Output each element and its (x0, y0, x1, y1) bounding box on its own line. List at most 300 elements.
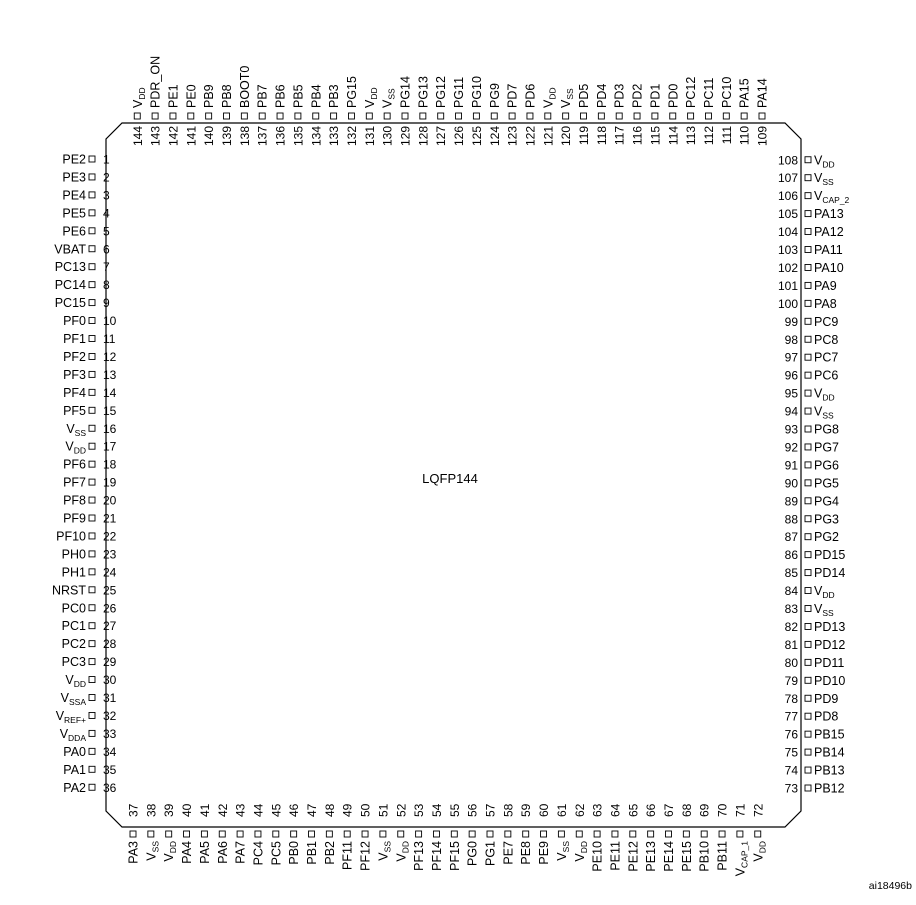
pin-120 (559, 88, 575, 146)
pin-100 (778, 297, 837, 311)
pin-pad (166, 831, 172, 837)
pin-number: 13 (103, 367, 117, 382)
pin-108 (778, 153, 835, 169)
pin-number: 63 (590, 803, 605, 817)
pin-number: 122 (523, 126, 538, 147)
pin-label: PE11 (608, 841, 623, 871)
pin-label: PA9 (814, 278, 837, 293)
pin-label: PA6 (215, 841, 230, 864)
pin-42 (216, 803, 230, 863)
pin-number: 139 (220, 126, 234, 147)
pin-pad (670, 113, 676, 119)
pin-pad (89, 712, 95, 718)
pin-99 (785, 315, 839, 329)
pin-label: $V_{DD}$ (814, 153, 835, 170)
pin-number: 103 (777, 243, 798, 257)
pin-pad (89, 730, 95, 736)
pin-pad (805, 552, 811, 558)
pin-label: $V_{DD}$ (541, 87, 558, 108)
pin-number: 8 (103, 278, 110, 293)
pin-number: 18 (103, 457, 117, 472)
pin-number: 125 (469, 126, 484, 147)
pin-80 (785, 656, 845, 670)
pin-number: 73 (784, 781, 798, 796)
pin-label: $V_{DD}$ (65, 439, 86, 456)
pin-pad (612, 831, 618, 837)
pin-label: PC13 (54, 260, 86, 275)
pin-pad (545, 113, 551, 119)
pin-pad (384, 113, 390, 119)
pin-43 (234, 803, 248, 863)
pin-label: PG4 (814, 494, 840, 509)
pin-pad (134, 113, 140, 119)
pin-label: PE1 (166, 84, 181, 108)
pin-label: PA12 (814, 225, 844, 240)
pin-6 (54, 242, 110, 256)
pin-label: PF8 (63, 493, 86, 508)
pin-35 (63, 763, 116, 777)
pin-36 (63, 781, 116, 795)
pin-pad (630, 831, 636, 837)
pin-number: 28 (103, 637, 117, 652)
pin-39 (162, 803, 178, 861)
pin-41 (198, 803, 212, 863)
pin-label: PF14 (429, 841, 444, 871)
pin-pad (291, 831, 297, 837)
pin-number: 62 (572, 803, 587, 817)
pin-number: 36 (103, 780, 117, 795)
pin-number: 52 (394, 803, 409, 817)
pin-pad (594, 831, 600, 837)
pin-16 (66, 422, 116, 438)
pin-59 (519, 803, 533, 864)
pin-label: $V_{DD}$ (572, 841, 589, 862)
pin-number: 86 (784, 548, 798, 563)
pin-139 (220, 84, 234, 146)
pin-number: 110 (737, 126, 752, 146)
pin-pad (723, 113, 729, 119)
pin-label: PC2 (61, 637, 86, 652)
pin-number: 127 (434, 126, 449, 147)
pin-119 (577, 84, 591, 146)
pin-number: 126 (452, 126, 467, 147)
pin-label: PC6 (814, 368, 839, 383)
pin-pad (805, 318, 811, 324)
pin-number: 79 (784, 673, 798, 688)
pin-number: 45 (269, 803, 284, 817)
pin-pad (277, 113, 283, 119)
pin-7 (55, 260, 110, 274)
pin-116 (631, 84, 645, 146)
pin-label: PC1 (61, 619, 86, 634)
pin-number: 143 (148, 126, 163, 147)
pin-label: PA7 (233, 841, 248, 864)
pin-label: PC12 (684, 76, 699, 108)
pin-label: PA11 (814, 243, 843, 257)
pin-63 (591, 803, 605, 871)
pin-label: PG11 (452, 76, 467, 108)
pin-label: PF2 (63, 349, 86, 364)
pin-number: 117 (612, 126, 627, 146)
pin-pad (89, 264, 95, 270)
pin-label: PB14 (814, 745, 845, 760)
pin-label: PC5 (269, 841, 284, 866)
pin-5 (62, 224, 110, 238)
pin-label: PD3 (612, 83, 627, 108)
pin-109 (756, 78, 770, 146)
pin-number: 97 (784, 350, 798, 365)
pin-label: PB1 (305, 841, 319, 865)
pin-pad (737, 831, 743, 837)
pin-label: PE7 (501, 841, 516, 865)
pin-75 (785, 746, 845, 760)
pin-label: PE3 (62, 170, 86, 185)
pin-label: PE14 (662, 841, 676, 872)
pin-pad (148, 831, 154, 837)
pin-number: 43 (233, 803, 248, 817)
pin-label: $V_{CAP\_2}$ (814, 189, 850, 206)
pin-17 (65, 440, 116, 456)
pin-label: PA8 (814, 296, 837, 311)
pin-pad (206, 113, 212, 119)
pin-label: PF12 (358, 841, 373, 871)
pin-label: PA13 (814, 207, 844, 222)
pin-number: 102 (777, 260, 798, 275)
pin-number: 88 (784, 512, 798, 527)
pin-pad (89, 443, 95, 449)
pin-number: 32 (103, 708, 117, 723)
pin-15 (63, 404, 117, 418)
pin-pad (805, 426, 811, 432)
pin-pad (89, 479, 95, 485)
pin-pad (89, 228, 95, 234)
pin-label: NRST (51, 583, 86, 598)
pin-21 (63, 512, 117, 526)
pin-47 (305, 803, 319, 864)
pin-label: PC15 (54, 296, 86, 311)
pin-pad (805, 749, 811, 755)
pin-pad (89, 533, 95, 539)
pin-93 (785, 423, 839, 437)
pin-pad (683, 831, 689, 837)
pin-number: 15 (103, 403, 117, 418)
pin-pad (89, 659, 95, 665)
pin-number: 121 (541, 126, 556, 147)
pin-pad (309, 831, 315, 837)
pin-label: PE0 (184, 84, 199, 108)
pin-pad (380, 831, 386, 837)
pin-77 (785, 710, 839, 724)
pin-18 (63, 458, 117, 472)
pin-number: 74 (784, 763, 798, 778)
pin-number: 72 (751, 803, 766, 817)
pin-number: 44 (251, 803, 266, 817)
pin-pad (755, 831, 761, 837)
pin-pad (805, 623, 811, 629)
pin-pad (701, 831, 707, 837)
pin-pad (666, 831, 672, 837)
pin-pad (188, 113, 194, 119)
pin-label: PF1 (63, 332, 86, 346)
pin-number: 69 (697, 803, 712, 817)
pin-label: PA15 (737, 78, 752, 108)
pin-pad (805, 408, 811, 414)
pin-pad (451, 831, 457, 837)
pin-pad (295, 113, 301, 119)
pin-pad (89, 497, 95, 503)
pin-pad (170, 113, 176, 119)
pin-label: PF0 (63, 314, 86, 329)
pin-label: PG6 (814, 458, 840, 473)
pin-number: 107 (777, 171, 798, 186)
pin-label: PF4 (63, 385, 86, 400)
pin-number: 99 (784, 314, 798, 329)
pin-pad (473, 113, 479, 119)
pin-number: 34 (103, 744, 117, 759)
pin-pad (805, 695, 811, 701)
pin-number: 123 (505, 126, 520, 147)
pin-141 (184, 84, 198, 146)
pin-137 (256, 84, 270, 146)
pin-pad (805, 175, 811, 181)
pin-label: PD9 (814, 691, 839, 706)
pin-label: PG9 (487, 82, 502, 108)
pin-number: 101 (777, 278, 798, 293)
pin-number: 61 (554, 803, 569, 817)
pin-pad (634, 113, 640, 119)
pin-number: 41 (197, 803, 212, 817)
pin-label: PB9 (202, 84, 217, 108)
pin-44 (251, 803, 265, 865)
pin-94 (785, 405, 834, 421)
pin-61 (555, 803, 571, 860)
pin-number: 21 (103, 511, 117, 526)
pin-pad (805, 785, 811, 791)
pin-label: PE9 (537, 841, 552, 865)
pin-pad (805, 713, 811, 719)
pin-pad (89, 389, 95, 395)
pin-48 (323, 803, 337, 864)
pin-78 (785, 692, 839, 706)
pin-number: 135 (291, 126, 306, 147)
pin-111 (720, 77, 734, 145)
pin-pad (805, 659, 811, 665)
pin-number: 89 (784, 494, 798, 509)
pin-pad (438, 113, 444, 119)
pin-pad (456, 113, 462, 119)
pin-pad (89, 677, 95, 683)
pin-127 (434, 76, 448, 146)
pin-label: PE15 (679, 841, 694, 872)
pin-number: 100 (777, 296, 798, 311)
pin-31 (61, 691, 117, 707)
pin-number: 16 (103, 421, 117, 436)
pin-pad (805, 247, 811, 253)
pin-number: 29 (103, 655, 117, 670)
pin-126 (452, 77, 466, 146)
pin-label: PF5 (63, 403, 86, 418)
pin-pad (648, 831, 654, 837)
pin-114 (666, 84, 680, 146)
pin-136 (274, 84, 288, 146)
pin-76 (785, 728, 845, 742)
pin-label: PC7 (814, 350, 839, 365)
pin-pad (433, 831, 439, 837)
pin-label: PF15 (447, 841, 462, 871)
pin-82 (785, 620, 846, 634)
pin-69 (698, 803, 712, 871)
pin-label: PD7 (505, 83, 520, 108)
pin-number: 2 (103, 170, 110, 185)
pin-pad (420, 113, 426, 119)
pin-label: $V_{DD}$ (162, 841, 179, 862)
pin-number: 116 (630, 126, 645, 146)
pin-number: 93 (784, 422, 798, 437)
pin-number: 115 (648, 126, 663, 146)
pin-pad (224, 113, 230, 119)
pin-124 (488, 83, 502, 146)
pin-label: PB3 (327, 84, 342, 108)
pin-20 (63, 494, 117, 508)
pin-86 (785, 548, 846, 562)
pin-pad (313, 113, 319, 119)
pin-number: 118 (594, 126, 609, 146)
pin-pad (89, 587, 95, 593)
pin-number: 106 (777, 189, 798, 204)
pin-pad (688, 113, 694, 119)
pin-27 (62, 619, 117, 633)
pin-number: 70 (715, 803, 730, 817)
pin-81 (785, 638, 846, 652)
pin-number: 95 (784, 386, 798, 401)
pin-70 (716, 803, 730, 870)
pin-72 (751, 803, 767, 861)
pin-pad (89, 551, 95, 557)
pin-label: PD15 (814, 548, 846, 563)
pin-label: $V_{SS}$ (554, 841, 571, 861)
pin-52 (394, 803, 410, 861)
pin-label: PD11 (814, 655, 845, 670)
pin-pad (89, 210, 95, 216)
pin-label: PB10 (697, 841, 712, 872)
pin-number: 98 (784, 332, 798, 347)
pin-number: 94 (784, 404, 798, 419)
package-label: LQFP144 (422, 471, 478, 486)
pin-label: PB12 (814, 781, 845, 796)
pin-pad (89, 246, 95, 252)
pin-pad (201, 831, 207, 837)
pin-85 (785, 566, 846, 580)
pin-number: 23 (103, 547, 117, 562)
pin-83 (785, 602, 834, 618)
pin-38 (144, 803, 160, 860)
pin-number: 10 (103, 314, 117, 329)
pin-number: 40 (180, 803, 195, 817)
pin-pad (366, 113, 372, 119)
pin-number: 104 (777, 225, 798, 240)
pin-label: PG8 (814, 422, 840, 437)
pin-number: 3 (103, 188, 110, 203)
pin-label: PB11 (715, 841, 730, 871)
pin-label: PE13 (644, 841, 659, 872)
pin-40 (180, 803, 194, 863)
pin-89 (785, 494, 839, 508)
pin-label: PE2 (62, 152, 86, 167)
pin-65 (626, 803, 640, 871)
pin-56 (466, 803, 480, 866)
pin-107 (778, 171, 834, 187)
pin-label: PG12 (434, 76, 449, 108)
pin-79 (785, 674, 846, 688)
pin-label: PD1 (648, 83, 663, 108)
pin-number: 47 (305, 803, 319, 817)
pin-pad (237, 831, 243, 837)
pin-23 (62, 547, 117, 561)
pin-2 (62, 170, 110, 184)
pin-pad (89, 318, 95, 324)
pin-pad (89, 605, 95, 611)
pin-131 (363, 87, 379, 146)
pin-label: PG2 (814, 530, 840, 545)
pin-number: 9 (103, 296, 110, 311)
pin-142 (166, 84, 180, 146)
pin-pad (805, 534, 811, 540)
pin-label: PA5 (197, 841, 212, 864)
pin-number: 60 (537, 803, 552, 817)
pin-96 (785, 369, 839, 383)
pin-pad (741, 113, 747, 119)
pin-number: 83 (784, 602, 798, 616)
pin-number: 142 (166, 126, 181, 147)
pin-pad (89, 407, 95, 413)
pin-number: 96 (784, 368, 798, 383)
pin-50 (359, 803, 373, 871)
pin-pad (491, 113, 497, 119)
pin-pad (805, 372, 811, 378)
pin-9 (55, 296, 110, 310)
pin-number: 85 (784, 566, 798, 581)
pin-29 (62, 655, 117, 669)
pin-pad (89, 300, 95, 306)
pin-64 (608, 803, 622, 870)
pin-label: PH0 (61, 547, 86, 562)
pin-73 (785, 782, 845, 796)
pin-number: 132 (344, 126, 359, 147)
pin-number: 140 (202, 126, 217, 147)
pin-label: PC4 (251, 841, 266, 866)
pin-138 (238, 66, 252, 146)
pin-3 (62, 188, 110, 202)
pin-label: PE6 (62, 224, 86, 239)
pin-label: $V_{REF+}$ (55, 708, 86, 725)
pin-label: PB2 (322, 841, 337, 865)
pin-number: 54 (429, 803, 444, 817)
pin-pad (805, 588, 811, 594)
pin-45 (269, 803, 283, 865)
pin-label: PE4 (62, 188, 86, 203)
pin-pad (616, 113, 622, 119)
pin-number: 124 (487, 126, 502, 147)
pin-number: 108 (777, 153, 798, 168)
pin-number: 82 (784, 619, 798, 634)
pin-number: 78 (784, 691, 798, 706)
pin-125 (470, 76, 484, 146)
pin-label: PC0 (61, 601, 86, 616)
pin-pad (331, 113, 337, 119)
pin-pad (273, 831, 279, 837)
pin-number: 4 (103, 206, 110, 221)
pin-label: PE12 (626, 841, 641, 872)
